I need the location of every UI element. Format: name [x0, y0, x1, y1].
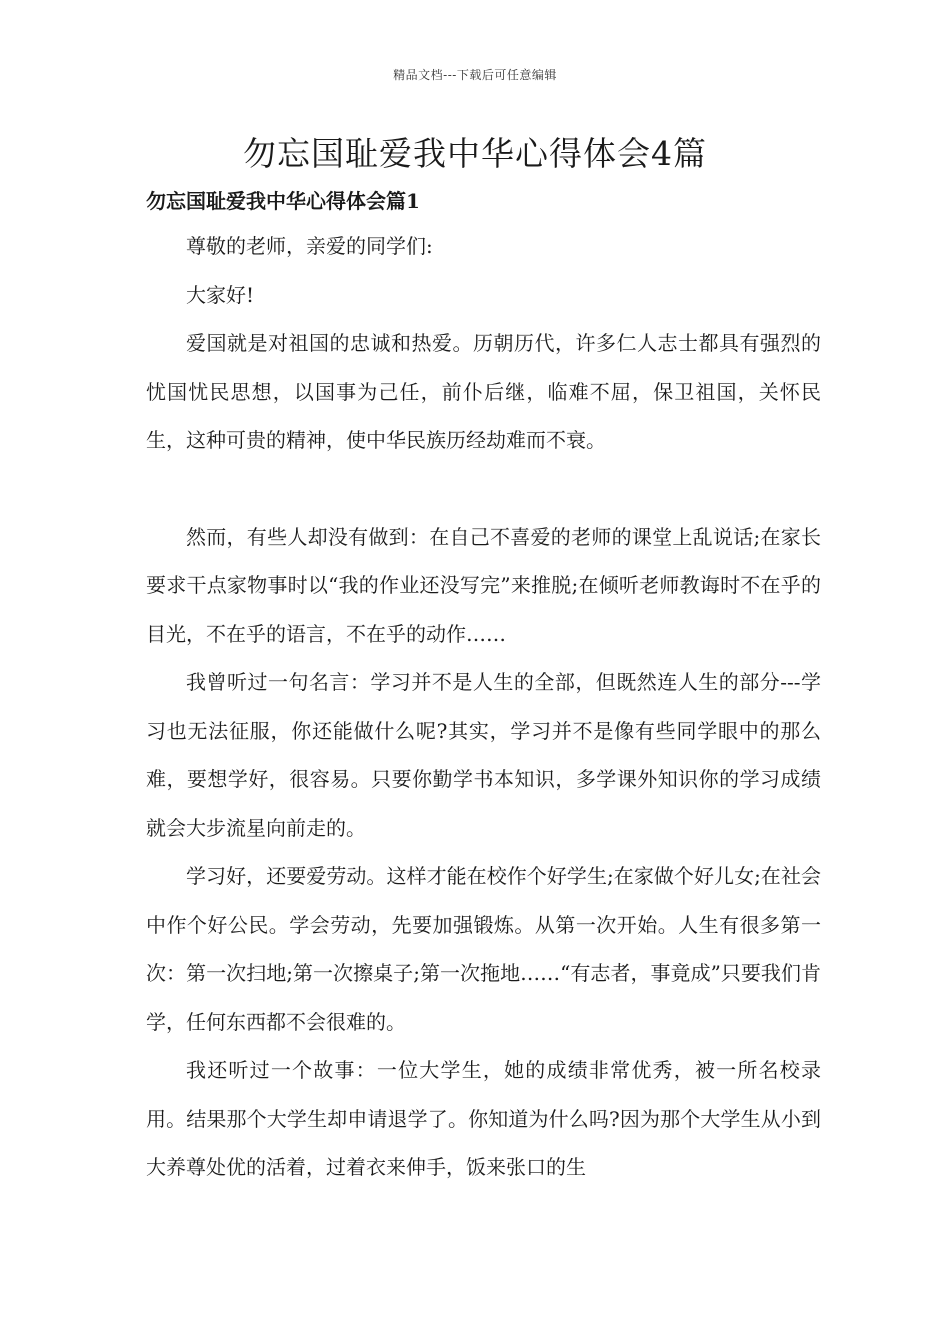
paragraph-however: 然而，有些人却没有做到：在自己不喜爱的老师的课堂上乱说话;在家长要求干点家物事时以“我的作业还没写完”来推脱;在倾听老师教诲时不在乎的目光，不在乎的语言，不在乎的动作…… — [146, 524, 821, 646]
paragraph-greeting: 尊敬的老师，亲爱的同学们: — [186, 234, 433, 258]
paragraph-patriotism: 爱国就是对祖国的忠诚和热爱。历朝历代，许多仁人志士都具有强烈的忧国忧民思想，以国事为己任，前仆后继，临难不屈，保卫祖国，关怀民生，这种可贵的精神，使中华民族历经劫难而不衰。 — [146, 331, 821, 452]
paragraph-labor: 学习好，还要爱劳动。这样才能在校作个好学生;在家做个好儿女;在社会中作个好公民。学会劳动，先要加强锻炼。从第一次开始。人生有很多第一次：第一次扫地;第一次擦桌子;第一次拖地……“有志者，事竟成”只要我们肯学，任何东西都不会很难的。 — [146, 864, 821, 1034]
paragraph-quote: 我曾听过一句名言：学习并不是人生的全部，但既然连人生的部分---学习也无法征服，你还能做什么呢?其实，学习并不是像有些同学眼中的那么难，要想学好，很容易。只要你勤学书本知识，多学课外知识你的学习成绩就会大步流星向前走的。 — [146, 670, 821, 840]
body-text — [146, 222, 821, 1192]
document-title: 勿忘国耻爱我中华心得体会4篇 — [243, 134, 707, 173]
paragraph-story: 我还听过一个故事：一位大学生，她的成绩非常优秀，被一所名校录用。结果那个大学生却申请退学了。你知道为什么吗?因为那个大学生从小到大养尊处优的活着，过着衣来伸手，饭来张口的生 — [146, 1058, 821, 1179]
section-heading: 勿忘国耻爱我中华心得体会篇1 — [146, 189, 420, 213]
paragraph-hello: 大家好! — [186, 282, 255, 307]
header-note: 精品文档---下载后可任意编辑 — [393, 68, 557, 82]
